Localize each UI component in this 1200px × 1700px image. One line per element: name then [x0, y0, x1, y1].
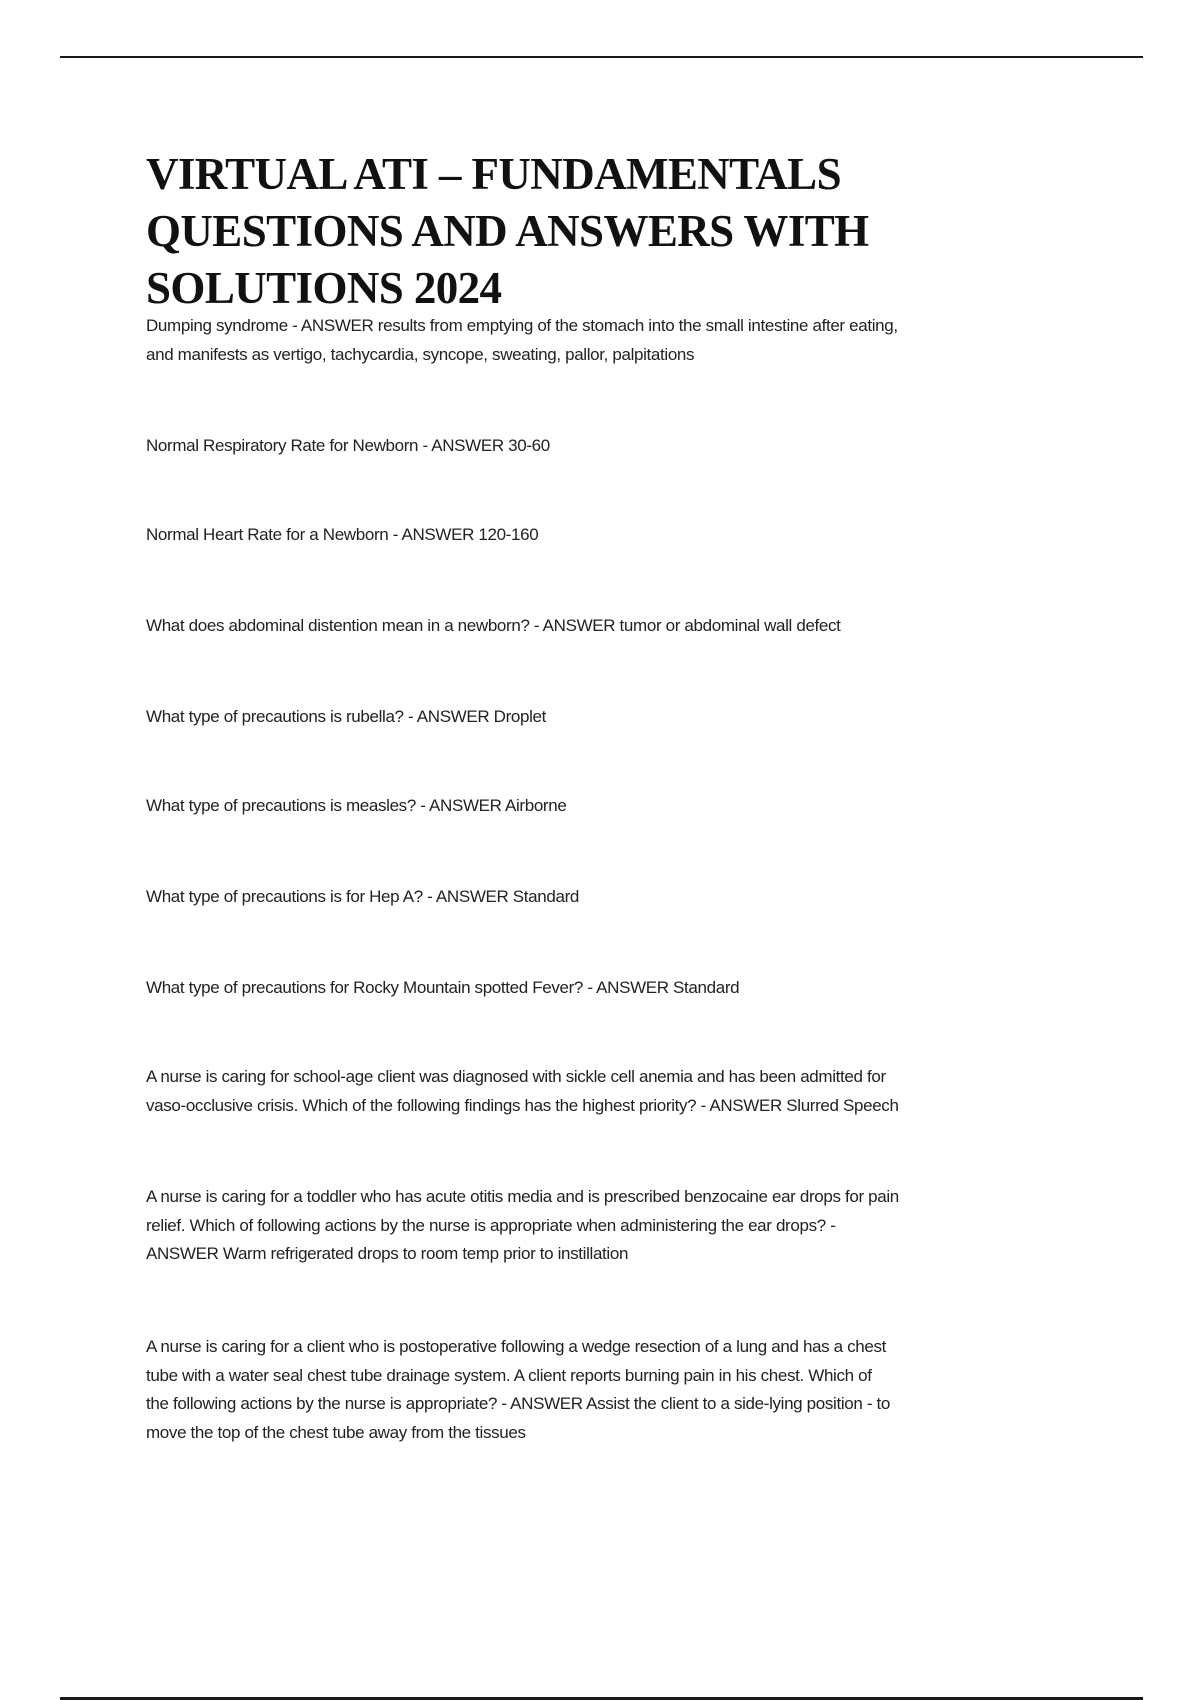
qa-line: What type of precautions for Rocky Mountain spotted Fever? - ANSWER Standard — [146, 978, 740, 997]
qa-line: the following actions by the nurse is appropriate? - ANSWER Assist the client to a side-lying position - to — [146, 1394, 890, 1413]
qa-entry — [146, 612, 841, 641]
qa-entry — [146, 1183, 899, 1269]
qa-line: tube with a water seal chest tube drainage system. A client reports burning pain in his chest. Which of — [146, 1365, 872, 1385]
qa-line: What does abdominal distention mean in a newborn? - ANSWER tumor or abdominal wall defect — [146, 616, 841, 635]
qa-line: What type of precautions is measles? - ANSWER Airborne — [146, 796, 567, 815]
qa-line: Dumping syndrome - ANSWER results from emptying of the stomach into the small intestine after eating, — [146, 316, 898, 335]
qa-entry — [146, 312, 898, 369]
qa-entry — [146, 883, 579, 912]
document-title — [146, 146, 869, 317]
qa-line: Normal Heart Rate for a Newborn - ANSWER 120-160 — [146, 525, 539, 544]
qa-line: relief. Which of following actions by the nurse is appropriate when administering the ear drops? - — [146, 1215, 836, 1235]
header-rule — [60, 56, 1143, 58]
qa-entry — [146, 792, 566, 821]
qa-line: Normal Respiratory Rate for Newborn - ANSWER 30-60 — [146, 436, 550, 455]
qa-line: A nurse is caring for a client who is postoperative following a wedge resection of a lung and has a chest — [146, 1337, 887, 1356]
title-line: QUESTIONS AND ANSWERS WITH — [146, 206, 869, 256]
qa-line: A nurse is caring for a toddler who has acute otitis media and is prescribed benzocaine ear drops for pain — [146, 1187, 899, 1206]
qa-entry — [146, 432, 550, 461]
title-line: SOLUTIONS 2024 — [146, 263, 502, 313]
title-line: VIRTUAL ATI – FUNDAMENTALS — [146, 149, 841, 199]
qa-entry — [146, 1063, 899, 1120]
qa-entry — [146, 703, 546, 732]
qa-entry — [146, 521, 538, 550]
qa-line: and manifests as vertigo, tachycardia, syncope, sweating, pallor, palpitations — [146, 344, 695, 364]
qa-line: What type of precautions is for Hep A? - ANSWER Standard — [146, 887, 580, 906]
qa-entry — [146, 974, 739, 1003]
qa-line: What type of precautions is rubella? - ANSWER Droplet — [146, 707, 547, 726]
qa-line: vaso-occlusive crisis. Which of the following findings has the highest priority? - ANSWER Slurred Speech — [146, 1095, 899, 1115]
qa-line: move the top of the chest tube away from the tissues — [146, 1422, 526, 1442]
qa-line: ANSWER Warm refrigerated drops to room temp prior to instillation — [146, 1244, 629, 1263]
qa-entry — [146, 1333, 890, 1447]
qa-line: A nurse is caring for school-age client was diagnosed with sickle cell anemia and has been admitted for — [146, 1067, 886, 1086]
